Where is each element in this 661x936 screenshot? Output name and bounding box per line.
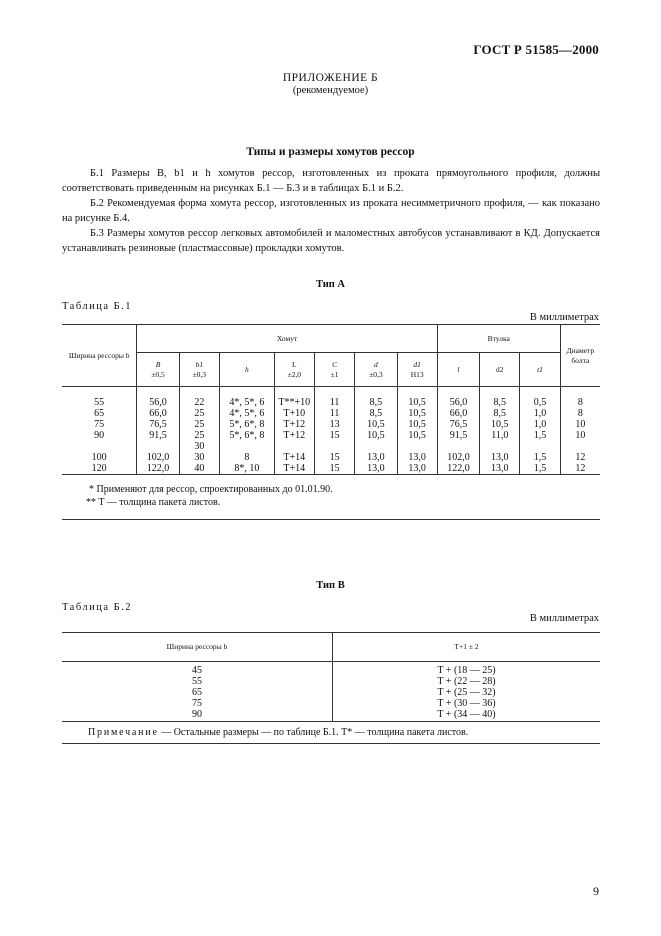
table2-cell: T + (30 — 36) bbox=[437, 698, 496, 709]
table1-cell: 76,5 bbox=[449, 419, 468, 430]
table1-cell: 4*, 5*, 6 bbox=[229, 397, 265, 408]
table1-cell: T+12 bbox=[283, 419, 306, 430]
table1-cell: 25 bbox=[194, 408, 205, 419]
table1-cell: 15 bbox=[329, 463, 340, 474]
t2-header-t1: T+1 ± 2 bbox=[333, 633, 601, 662]
table1-cell bbox=[480, 441, 519, 452]
table1-footnotes-row bbox=[62, 475, 600, 520]
table1-cell: 10,5 bbox=[408, 430, 426, 441]
table1-col-1 bbox=[137, 387, 179, 475]
table1-col-4 bbox=[274, 387, 314, 475]
table1-cell: 8,5 bbox=[493, 397, 506, 408]
table1-cell: 65 bbox=[94, 408, 105, 419]
table-b2 bbox=[62, 632, 600, 744]
table1-cell: 13,0 bbox=[408, 452, 426, 463]
table1-cell: T+14 bbox=[283, 452, 306, 463]
table1-cell bbox=[62, 441, 136, 452]
table2-col-0 bbox=[62, 662, 333, 722]
table2-unit: В миллиметрах bbox=[529, 613, 599, 624]
table1-cell: 1,5 bbox=[533, 452, 547, 463]
table1-cell bbox=[220, 441, 274, 452]
table1-cell: 8,5 bbox=[493, 408, 506, 419]
standard-header: ГОСТ Р 51585—2000 bbox=[473, 42, 599, 57]
table1-cell: 122,0 bbox=[447, 463, 470, 474]
table1-col-5 bbox=[314, 387, 354, 475]
t2-header-width: Ширина рессоры b bbox=[62, 633, 333, 662]
table-b1 bbox=[62, 324, 600, 520]
table1-cell: 8*, 10 bbox=[234, 463, 260, 474]
table1-cell: 76,5 bbox=[149, 419, 167, 430]
table2-cell: T + (25 — 32) bbox=[437, 687, 496, 698]
table1-cell: 66,0 bbox=[149, 408, 167, 419]
table1-cell: 13,0 bbox=[367, 463, 385, 474]
table1-cell: 1,5 bbox=[533, 430, 547, 441]
table1-cell: 1,0 bbox=[533, 419, 547, 430]
table2-data-row bbox=[62, 662, 600, 722]
table1-cell bbox=[355, 441, 396, 452]
page-number: 9 bbox=[593, 884, 599, 898]
table1-cell: 56,0 bbox=[149, 397, 167, 408]
table1-cell: 10,5 bbox=[408, 397, 426, 408]
appendix-subtitle: (рекомендуемое) bbox=[292, 85, 369, 96]
table2-cell: T + (34 — 40) bbox=[437, 709, 496, 720]
table1-cell: 10,5 bbox=[491, 419, 509, 430]
table1-col-8 bbox=[437, 387, 479, 475]
footnote-2: ** T — толщина пакета листов. bbox=[86, 497, 221, 508]
paragraph-b1: Б.1 Размеры B, b1 и h хомутов рессор, изготовленных из проката прямоугольного профиля, должны соответствовать приведенным на рисунках Б.1 — Б.3 и в таблицах Б.1 и Б.2. bbox=[62, 168, 600, 194]
table1-cell: 102,0 bbox=[146, 452, 170, 463]
table1-col-10 bbox=[520, 387, 560, 475]
table2-cell: T + (18 — 25) bbox=[437, 665, 496, 676]
table1-cell: 100 bbox=[91, 452, 107, 463]
table1-cell: 8 bbox=[577, 408, 583, 419]
table1-cell: 12 bbox=[575, 452, 586, 463]
table1-cell: 91,5 bbox=[449, 430, 468, 441]
table1-cell: 11 bbox=[329, 408, 340, 419]
table1-cell bbox=[438, 441, 479, 452]
table1-cell bbox=[275, 441, 314, 452]
table1-cell: 55 bbox=[94, 397, 105, 408]
table1-cell: 5*, 6*, 8 bbox=[229, 430, 265, 441]
table1-cell: 10 bbox=[575, 430, 586, 441]
table2-cell: 65 bbox=[192, 687, 202, 698]
table1-cell: 13,0 bbox=[408, 463, 426, 474]
col-b1: b1 ±0,3 bbox=[179, 353, 219, 387]
table1-cell: 11 bbox=[329, 397, 340, 408]
table1-cell: 91,5 bbox=[149, 430, 167, 441]
note-text: — Остальные размеры — по таблице Б.1. T* — толщина пакета листов. bbox=[158, 727, 469, 738]
table1-cell: 1,0 bbox=[533, 408, 547, 419]
table1-cell: 75 bbox=[94, 419, 105, 430]
table1-cell: 13,0 bbox=[491, 452, 509, 463]
table1-cell bbox=[398, 441, 437, 452]
intro-paragraphs bbox=[62, 166, 600, 256]
table1-data-row bbox=[62, 387, 600, 475]
table1-cell bbox=[137, 441, 178, 452]
table2-cell: 90 bbox=[192, 709, 202, 720]
table1-cell: 8,5 bbox=[369, 397, 383, 408]
col-h: h bbox=[219, 353, 274, 387]
type-v-title: Тип В bbox=[316, 580, 345, 591]
table2-cell: T + (22 — 28) bbox=[437, 676, 496, 687]
table1-cell: T+12 bbox=[283, 430, 306, 441]
table1-cell: 10,5 bbox=[367, 430, 385, 441]
table1-cell: 10 bbox=[575, 419, 586, 430]
table1-cell bbox=[315, 441, 354, 452]
table1-col-11 bbox=[560, 387, 600, 475]
table1-cell: 90 bbox=[94, 430, 105, 441]
table1-cell: 15 bbox=[329, 430, 340, 441]
table1-cell: 15 bbox=[329, 452, 340, 463]
table1-col-9 bbox=[480, 387, 520, 475]
table1-footnotes bbox=[62, 475, 600, 520]
col-t1: t1 bbox=[520, 353, 560, 387]
table1-col-7 bbox=[397, 387, 437, 475]
table1-col-2 bbox=[179, 387, 219, 475]
footnote-1: * Применяют для рессор, спроектированных до 01.01.90. bbox=[89, 484, 333, 495]
table1-cell: 56,0 bbox=[449, 397, 468, 408]
table1-col-0 bbox=[62, 387, 137, 475]
col-l: l bbox=[437, 353, 479, 387]
table1-cell: 13,0 bbox=[491, 463, 509, 474]
table1-cell: 5*, 6*, 8 bbox=[229, 419, 265, 430]
table1-unit: В миллиметрах bbox=[529, 312, 599, 323]
col-B: B ±0,5 bbox=[137, 353, 179, 387]
table1-subheader-row bbox=[62, 353, 600, 387]
paragraph-b3: Б.3 Размеры хомутов рессор легковых автомобилей и маломестных автобусов устанавливают в КД. Допускается устанавливать резиновые (пластмассовые) прокладки хомутов. bbox=[62, 228, 600, 254]
table1-col-6 bbox=[355, 387, 397, 475]
table1-cell: 25 bbox=[194, 430, 205, 441]
table1-col-3 bbox=[219, 387, 274, 475]
table1-cell: T+10 bbox=[283, 408, 306, 419]
table1-cell: 40 bbox=[194, 463, 205, 474]
table2-note bbox=[62, 722, 600, 744]
table1-cell: 12 bbox=[575, 463, 586, 474]
table1-cell: 66,0 bbox=[449, 408, 468, 419]
table1-cell: T+14 bbox=[283, 463, 306, 474]
table1-cell: T**+10 bbox=[278, 397, 311, 408]
table1-cell: 13,0 bbox=[367, 452, 385, 463]
bushing-header: Втулка bbox=[437, 325, 560, 353]
table1-cell: 120 bbox=[91, 463, 107, 474]
table1-cell: 10,5 bbox=[408, 419, 426, 430]
appendix-title: ПРИЛОЖЕНИЕ Б bbox=[282, 72, 379, 84]
table1-cell: 11,0 bbox=[491, 430, 509, 441]
table1-cell: 25 bbox=[194, 419, 205, 430]
clamp-header: Хомут bbox=[137, 325, 437, 353]
table2-col-1 bbox=[333, 662, 601, 722]
table1-cell: 8 bbox=[244, 452, 250, 463]
table1-cell: 30 bbox=[194, 452, 205, 463]
table1-cell: 8,5 bbox=[369, 408, 383, 419]
table1-cell: 1,5 bbox=[533, 463, 547, 474]
type-a-title: Тип А bbox=[315, 279, 346, 290]
note-label: Примечание bbox=[88, 727, 159, 738]
col-d2: d2 bbox=[480, 353, 520, 387]
table1-cell: 10,5 bbox=[367, 419, 385, 430]
table1-cell: 102,0 bbox=[447, 452, 470, 463]
table1-cell: 8 bbox=[577, 397, 583, 408]
table2-label: Таблица Б.2 bbox=[62, 602, 133, 613]
table1-cell: 22 bbox=[194, 397, 205, 408]
col-L: L ±2,0 bbox=[274, 353, 314, 387]
table1-cell: 13 bbox=[329, 419, 340, 430]
table1-cell bbox=[561, 441, 600, 452]
table1-label: Таблица Б.1 bbox=[62, 301, 133, 312]
table2-cell: 45 bbox=[192, 665, 202, 676]
col-C: C ±1 bbox=[314, 353, 354, 387]
table1-cell: 122,0 bbox=[146, 463, 170, 474]
col-d: d ±0,3 bbox=[355, 353, 397, 387]
table1-cell: 10,5 bbox=[408, 408, 426, 419]
table2-cell: 55 bbox=[192, 676, 202, 687]
bolt-header: Диаметр болта bbox=[560, 325, 600, 387]
table1-cell bbox=[520, 441, 559, 452]
table2-cell: 75 bbox=[192, 698, 202, 709]
section-title: Типы и размеры хомутов рессор bbox=[246, 146, 415, 158]
col-width-header: Ширина рессоры b bbox=[62, 325, 137, 387]
table1-cell: 0,5 bbox=[533, 397, 547, 408]
table1-cell: 4*, 5*, 6 bbox=[229, 408, 265, 419]
table1-cell: 30 bbox=[194, 441, 205, 452]
col-d1: d1 H13 bbox=[397, 353, 437, 387]
paragraph-b2: Б.2 Рекомендуемая форма хомута рессор, изготовленных из проката несимметричного профиля, — как показано на рисунке Б.4. bbox=[62, 198, 600, 224]
